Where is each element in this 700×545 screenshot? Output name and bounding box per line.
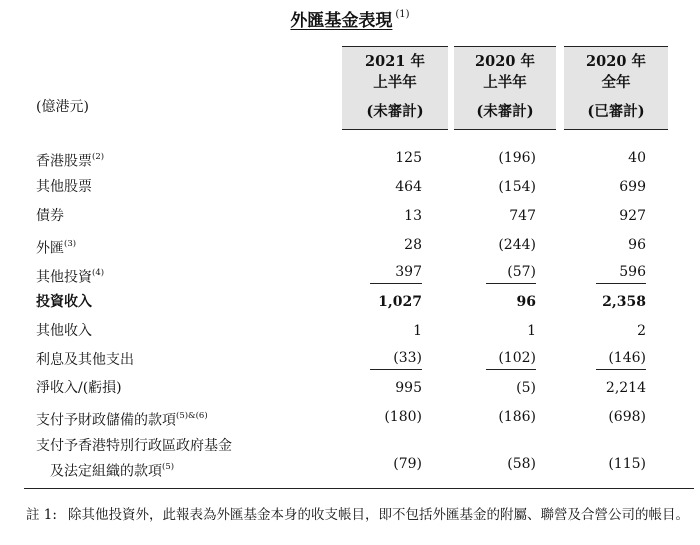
- cell-2020-full: (146): [596, 349, 646, 370]
- column-audit-status: (未審計): [476, 103, 534, 120]
- cell-2021-h1: 1: [413, 323, 422, 339]
- table-row-fiscal-reserves-payment: [0, 406, 700, 428]
- table-row-foreign-exchange: [0, 234, 700, 256]
- table-row-investment-income: [0, 291, 700, 313]
- cell-2020-h1: (244): [498, 237, 536, 253]
- cell-2020-h1: (196): [498, 150, 536, 166]
- table-row-net-income: [0, 377, 700, 399]
- cell-2020-full: 596: [596, 263, 646, 284]
- table-row-other-equities: [0, 176, 700, 198]
- cell-2021-h1: 28: [404, 237, 422, 253]
- column-header-2020-full: [564, 46, 668, 130]
- cell-2020-full: 2: [637, 323, 646, 339]
- row-label: 其他收入: [36, 323, 92, 339]
- row-label: 利息及其他支出: [36, 352, 134, 368]
- table-row-other-investments: [0, 263, 700, 285]
- row-label: 支付予財政儲備的款項$^{(5)\&(6)}$: [36, 411, 208, 429]
- cell-2021-h1: (33): [370, 349, 422, 370]
- cell-2020-h1: (102): [486, 349, 536, 370]
- cell-2020-full: (115): [608, 456, 646, 472]
- cell-2020-h1: 96: [516, 294, 536, 310]
- cell-2021-h1: 464: [395, 179, 422, 195]
- table-bottom-divider: [24, 488, 694, 489]
- cell-2020-h1: 747: [509, 208, 536, 224]
- row-label: 其他投資$^{(4)}$: [36, 268, 105, 286]
- row-label: 債券: [36, 208, 64, 224]
- table-row-interest-expenses: [0, 349, 700, 371]
- cell-2020-h1: (186): [498, 409, 536, 425]
- table-row-hk-equities: [0, 147, 700, 169]
- cell-2020-full: 96: [628, 237, 646, 253]
- cell-2021-h1: 125: [395, 150, 422, 166]
- table-title: [0, 6, 700, 31]
- unit-label: (億港元): [36, 99, 89, 115]
- column-period: 上半年: [373, 74, 417, 91]
- column-header-2021-h1: [342, 46, 448, 130]
- row-label: 投資收入: [36, 294, 92, 310]
- row-label: 外匯$^{(3)}$: [36, 239, 77, 257]
- row-label: 其他股票: [36, 179, 92, 195]
- table-row-other-income: [0, 320, 700, 342]
- cell-2020-full: 40: [628, 150, 646, 166]
- column-year: 2020 年: [586, 53, 646, 70]
- row-label: 香港股票$^{(2)}$: [36, 152, 105, 170]
- cell-2020-full: 2,214: [605, 380, 646, 396]
- table-row-bonds: [0, 205, 700, 227]
- cell-2021-h1: (180): [384, 409, 422, 425]
- cell-2020-h1: (57): [486, 263, 536, 284]
- footnote-text: 除其他投資外，此報表為外匯基金本身的收支帳目，即不包括外匯基金的附屬、聯營及合營公司的帳目。: [68, 507, 689, 523]
- title-text: 外匯基金表現: [290, 11, 393, 31]
- row-label: 淨收入/(虧損): [36, 380, 122, 396]
- row-label: 支付予香港特別行政區政府基金: [36, 438, 232, 454]
- cell-2020-full: 927: [619, 208, 646, 224]
- cell-2020-full: 699: [619, 179, 646, 195]
- column-audit-status: (未審計): [366, 103, 424, 120]
- cell-2020-full: 2,358: [602, 294, 646, 310]
- column-period: 上半年: [483, 74, 527, 91]
- footnote-label: 註 1:: [26, 507, 57, 523]
- cell-2020-h1: (5): [516, 380, 536, 396]
- cell-2021-h1: 1,027: [378, 294, 422, 310]
- column-period: 全年: [601, 74, 631, 91]
- cell-2020-h1: (58): [507, 456, 536, 472]
- cell-2020-h1: (154): [498, 179, 536, 195]
- cell-2021-h1: (79): [393, 456, 422, 472]
- cell-2021-h1: 397: [370, 263, 422, 284]
- cell-2021-h1: 995: [395, 380, 422, 396]
- column-year: 2021 年: [365, 53, 425, 70]
- cell-2020-full: (698): [608, 409, 646, 425]
- cell-2020-h1: 1: [527, 323, 536, 339]
- column-header-2020-h1: [454, 46, 556, 130]
- table-row-hksar-funds-payment: [0, 435, 700, 479]
- column-year: 2020 年: [475, 53, 535, 70]
- title-note: (1): [395, 9, 410, 21]
- column-audit-status: (已審計): [587, 103, 645, 120]
- row-label-continued: 及法定組織的款項$^{(5)}$: [50, 462, 175, 480]
- cell-2021-h1: 13: [404, 208, 422, 224]
